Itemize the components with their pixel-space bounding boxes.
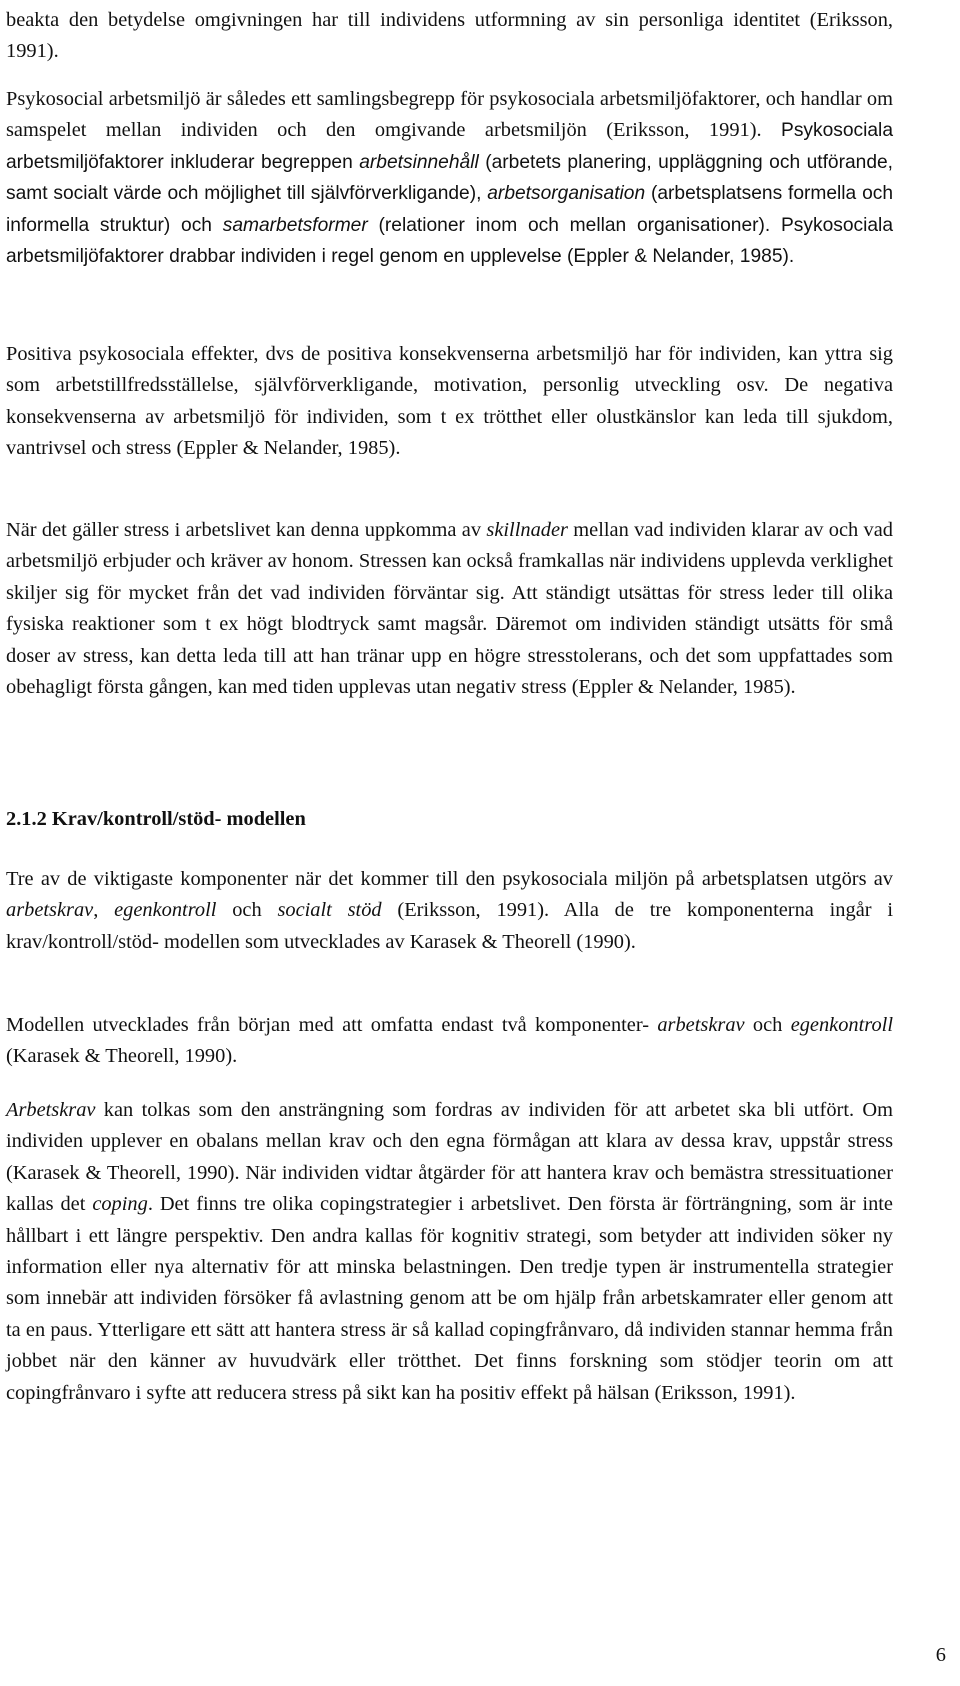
paragraph-text-b: . Det finns tre olika copingstrategier i arbetslivet. Den första är förträngning, som är inte hållbart i ett längre perspektiv. Den andra kallas för kognitiv strategi, som betyder att individen söker ny information eller nya alternativ för att minska belastningen. Den tredje typen är instrumentella strategier som innebär att individen försöker få avlastning genom att be om hjälp från arbetskamrater eller genom att ta en paus. Ytterligare ett sätt att hantera stress är så kallad copingfrånvaro, då individen stannar hemma från jobbet när den känner av huvudvärk eller trötthet. Det finns forskning som stödjer teorin om att copingfrånvaro i syfte att reducera stress på sikt kan ha positiv effekt på hälsan (Eriksson, 1991). [6, 1193, 893, 1404]
term-arbetsinnehall: arbetsinnehåll [359, 151, 479, 173]
term-arbetsorganisation: arbetsorganisation [487, 183, 646, 205]
section-heading: 2.1.2 Krav/kontroll/stöd- modellen [6, 808, 306, 830]
paragraph-text: Positiva psykosociala effekter, dvs de positiva konsekvenserna arbetsmiljö har för individen, kan yttra sig som arbetstillfredsställelse, självförverkligande, motivation, personlig utveckling osv. De negativa konsekvenserna av arbetsmiljö för individen, som t ex trötthet eller olustkänslor kan leda till sjukdom, vantrivsel och stress (Eppler & Nelander, 1985). [6, 343, 893, 460]
paragraph-coping [6, 1095, 893, 1409]
paragraph-text-e: (relationer inom och mellan organisationer). Psykosociala arbetsmiljöfaktorer drabbar individen i regel genom en upplevelse (Eppler & Nelander, 1985). [6, 214, 893, 268]
paragraph-text: beakta den betydelse omgivningen har till individens utformning av sin personliga identitet (Eriksson, 1991). [6, 9, 893, 63]
paragraph-model-origin [6, 1010, 893, 1073]
term-skillnader: skillnader [486, 519, 568, 541]
page-number: 6 [935, 1644, 946, 1666]
paragraph-text-d: (Eriksson, 1991). Alla de tre komponenterna ingår i krav/kontroll/stöd- modellen som utvecklades av Karasek & Theorell (1990). [6, 899, 893, 953]
paragraph-text-c: (Karasek & Theorell, 1990). [6, 1045, 238, 1068]
paragraph-text-a: Tre av de viktigaste komponenter när det kommer till den psykosociala miljön på arbetsplatsen utgörs av [6, 868, 893, 890]
term-arbetskrav: Arbetskrav [6, 1099, 96, 1121]
paragraph-text-c: och [216, 899, 278, 922]
paragraph-text-a: kan tolkas som den ansträngning som fordras av individen för att arbetet ska bli utfört. Om individen upplever en obalans mellan krav och den egna förmågan att klara av dessa krav, uppstår stress (Karasek & Theorell, 1990). När individen vidtar åtgärder för att hantera krav och bemästra stressituationer kallas det [6, 1099, 893, 1216]
paragraph-text-d: (arbetsplatsens formella och informella struktur) och [6, 183, 894, 236]
term-arbetskrav: arbetskrav [6, 899, 94, 922]
paragraph-text-a: Modellen utvecklades från början med att omfatta endast två komponenter- [6, 1014, 658, 1036]
paragraph-components [6, 864, 893, 958]
term-coping: coping [92, 1193, 148, 1216]
paragraph-identity [6, 5, 893, 68]
paragraph-text-b: mellan vad individen klarar av och vad arbetsmiljö erbjuder och kräver av honom. Stressen kan också framkallas när individens upplevda verklighet skiljer sig för mycket från det vad individen förväntar sig. Att ständigt utsättas för stress leder till olika fysiska reaktioner som t ex högt blodtryck samt magsår. Däremot om individen ständigt utsätts för små doser av stress, kan detta leda till att han tränar upp en högre stresstolerans, och det som uppfattades som obehagligt första gången, kan med tiden upplevas utan negativ stress (Eppler & Nelander, 1985). [6, 519, 893, 699]
paragraph-text-c: (arbetets planering, uppläggning och utförande, samt socialt värde och möjlighet till självförverkligande), [6, 151, 893, 205]
term-arbetskrav: arbetskrav [657, 1014, 745, 1036]
paragraph-positive-effects [6, 339, 893, 465]
term-egenkontroll: egenkontroll [114, 899, 217, 922]
paragraph-text-a: Psykosocial arbetsmiljö är således ett samlingsbegrepp för psykosociala arbetsmiljöfaktorer, och handlar om samspelet mellan individen och den omgivande arbetsmiljön (Eriksson, 1991). [6, 88, 893, 142]
paragraph-stress [6, 515, 893, 703]
paragraph-psychosocial-environment [6, 84, 893, 272]
term-samarbetsformer: samarbetsformer [222, 214, 368, 236]
term-socialt-stod: socialt stöd [277, 899, 382, 922]
paragraph-text-b: och [744, 1014, 791, 1036]
term-egenkontroll: egenkontroll [790, 1014, 893, 1036]
paragraph-text-a: När det gäller stress i arbetslivet kan denna uppkomma av [6, 519, 487, 541]
paragraph-text-b: Psykosociala arbetsmiljöfaktorer inkluderar begreppen [6, 120, 893, 173]
paragraph-text-b: , [93, 899, 115, 922]
